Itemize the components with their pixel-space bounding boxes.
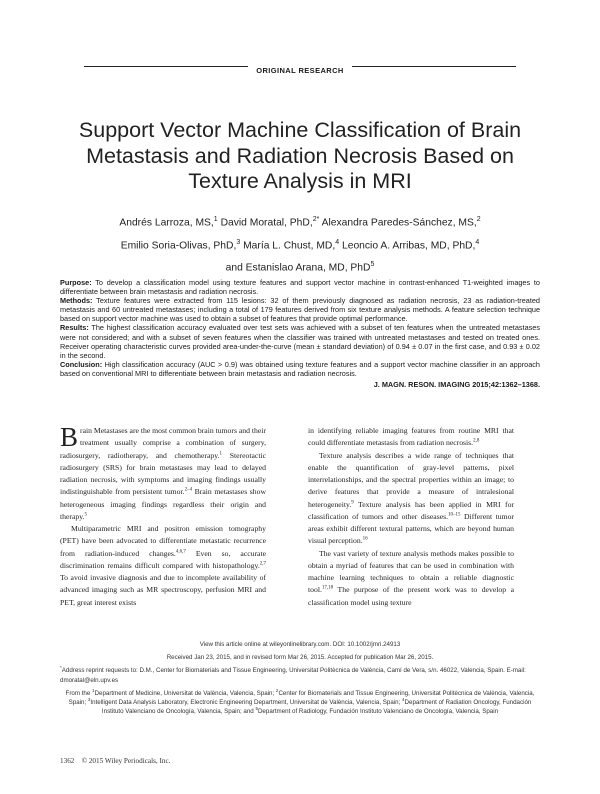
view-online-note: View this article online at wileyonlinelibrary.com. DOI: 10.1002/jmri.24913 [199, 641, 401, 648]
author-name: and Estanislao Arana, MD, PhD [225, 262, 371, 274]
abstract-purpose: Purpose: To develop a classification model using texture features and support vector machine in contrast-enhanced T1-weighted images to differentiate between brain metastasis and radiation necrosis. [60, 278, 540, 297]
abstract-conclusion: Conclusion: High classification accuracy (AUC > 0.9) was obtained using texture features and a support vector machine classifier in an approach based on conventional MRI to differentiate between brain metastasis and radiation necrosis. [60, 359, 540, 378]
reference-marker: 17,18 [321, 585, 334, 591]
reprint-address: *Address reprint requests to: D.M., Center for Biomaterials and Tissue Engineering, Universitat Politècnica de València, Camí de Vera, s/n. 46022, Valencia, Spain. E-mail: dmoratal@eln.upv.es [60, 665, 526, 684]
received-dates: Received Jan 23, 2015, and in revised form Mar 26, 2015. Accepted for publication Mar 26, 2015. [166, 654, 434, 662]
reference-marker: 9 [351, 499, 354, 505]
copyright: © 2015 Wiley Periodicals, Inc. [81, 757, 171, 765]
reference-marker: 5 [84, 512, 87, 518]
reference-marker: 1 [219, 450, 223, 456]
body-paragraph: The vast variety of texture analysis methods makes possible to obtain a myriad of features that can be used in combination with machine learning techniques to obtain a reliable diagnostic tool.$^{17,18}$ The purpose of the present work was to develop a classification model using texture [308, 548, 514, 607]
body-paragraph: Brain Metastases are the most common brain tumors and their treatment usually comprise a combination of surgery, radiosurgery, radiotherapy, and chemotherapy.$^1$ Stereotactic radiosurgery (SRS) for brain metastases may lead to delayed radiation necrosis, with symptoms and imaging findings usually indistinguishable from persistent tumor.$^{2-4}$ Brain metastases show heterogeneous imaging findings regardless their origin and therapy.$^5$ [60, 422, 267, 521]
author-line [80, 210, 520, 233]
abstract-methods: Methods: Texture features were extracted from 115 lesions: 32 of them previously diagnosed as radiation necrosis, 23 as radiation-treated metastasis and 60 untreated metastases; including a total of 179 features derived from six texture analysis methods. A feature selection technique based on support vector machine was used to obtain a subset of features that provide optimal performance. [60, 296, 540, 324]
abstract-results: Results: The highest classification accuracy evaluated over test sets was achieved with a subset of ten features when the untreated metastases were not considered; and with a subset of seven features when the classifier was trained with untreated metastases and tested on treated ones. Receiver operating characteristic curves provided area-under-the-curve (mean ± standard deviation) of 0.94 ± 0.07 in the first case, and 0.93 ± 0.02 in the second. [60, 323, 540, 360]
body-paragraph: Texture analysis describes a wide range of techniques that enable the quantification of gray-level patterns, pixel interrelationships, and the spectral properties within an image; to derive features that provide a measure of intralesional heterogeneity.$^9$ Texture analysis has been applied in MRI for classification of tumors and other diseases.$^{10-15}$ Different tumor areas exhibit different textural patterns, which are beyond human visual perception.$^{16}$ [308, 450, 514, 546]
journal-citation: J. MAGN. RESON. IMAGING 2015;42:1362–1368. [373, 380, 540, 390]
page-number: 1362 [60, 757, 75, 765]
affiliations: From the $^1$Department of Medicine, Universitat de València, Valencia, Spain; $^2$Center for Biomaterials and Tissue Engineering, Universitat Politècnica de València, Valencia, Spain; $^3$Intelligent Data Analysis Laboratory, Electronic Engineering Department, Universitat de València, Valencia, Spain; $^4$Department of Radiation Oncology, Fundación Instituto Valenciano de Oncología, Valencia, Spain; and $^5$Department of Radiology, Fundación Instituto Valenciano de Oncología, Valencia, Spain [65, 687, 535, 716]
reference-marker: 3 [87, 696, 91, 702]
reference-marker: 2 [275, 687, 279, 693]
footnotes [60, 640, 540, 720]
affiliation-marker: 4 [475, 238, 480, 246]
author-name: Emilio Soria-Olivas, PhD, [120, 240, 237, 252]
reference-marker: 4,6,7 [175, 548, 186, 554]
author-name: Alexandra Paredes-Sánchez, MS, [319, 217, 477, 229]
affiliation-marker: 5 [370, 261, 375, 269]
abstract [60, 278, 540, 389]
author-line [80, 233, 520, 256]
section-label: ORIGINAL RESEARCH [0, 60, 600, 78]
author-name: David Moratal, PhD, [217, 217, 313, 229]
body-column-left [60, 422, 267, 609]
reference-marker: 4 [402, 696, 405, 702]
affiliation-marker: 2* [312, 216, 320, 223]
reference-marker: 16 [362, 536, 368, 542]
author-line [80, 255, 520, 278]
author-list [80, 210, 520, 278]
article-title: Support Vector Machine Classification of Brain Metastasis and Radiation Necrosis Based on Texture Analysis in MRI [78, 118, 522, 193]
page-footer [60, 757, 170, 765]
reference-marker: 2–4 [184, 487, 193, 493]
drop-cap: B [60, 422, 79, 452]
affiliation-marker: 3 [236, 238, 241, 246]
reference-marker: 5 [255, 706, 258, 712]
reference-marker: * [60, 665, 62, 671]
affiliation-marker: 4 [335, 238, 340, 246]
body-paragraph: Multiparametric MRI and positron emission tomography (PET) have been advocated to differentiate metastatic recurrence from radiation-induced changes.$^{4,6,7}$ Even so, accurate discrimination remains difficult compared with histopathology.$^{2,7}$ To avoid invasive diagnosis and due to incomplete availability of advanced imaging such as MR spectroscopy, perfusion MRI and PET, great interest exists [60, 524, 266, 607]
reference-marker: 2,8 [473, 438, 480, 444]
author-name: María L. Chust, MD, [240, 240, 336, 252]
reference-marker: 1 [92, 687, 95, 693]
affiliation-marker: 2 [476, 216, 481, 223]
body-column-right [308, 425, 514, 609]
reference-marker: 2,7 [259, 561, 266, 567]
body-paragraph: in identifying reliable imaging features from routine MRI that could differentiate metastasis from radiation necrosis.$^{2,8}$ [308, 426, 514, 448]
author-name: Leoncio A. Arribas, MD, PhD, [339, 240, 476, 252]
reference-marker: 10–15 [448, 512, 461, 518]
author-name: Andrés Larroza, MS, [119, 217, 214, 229]
affiliation-marker: 1 [213, 216, 218, 223]
